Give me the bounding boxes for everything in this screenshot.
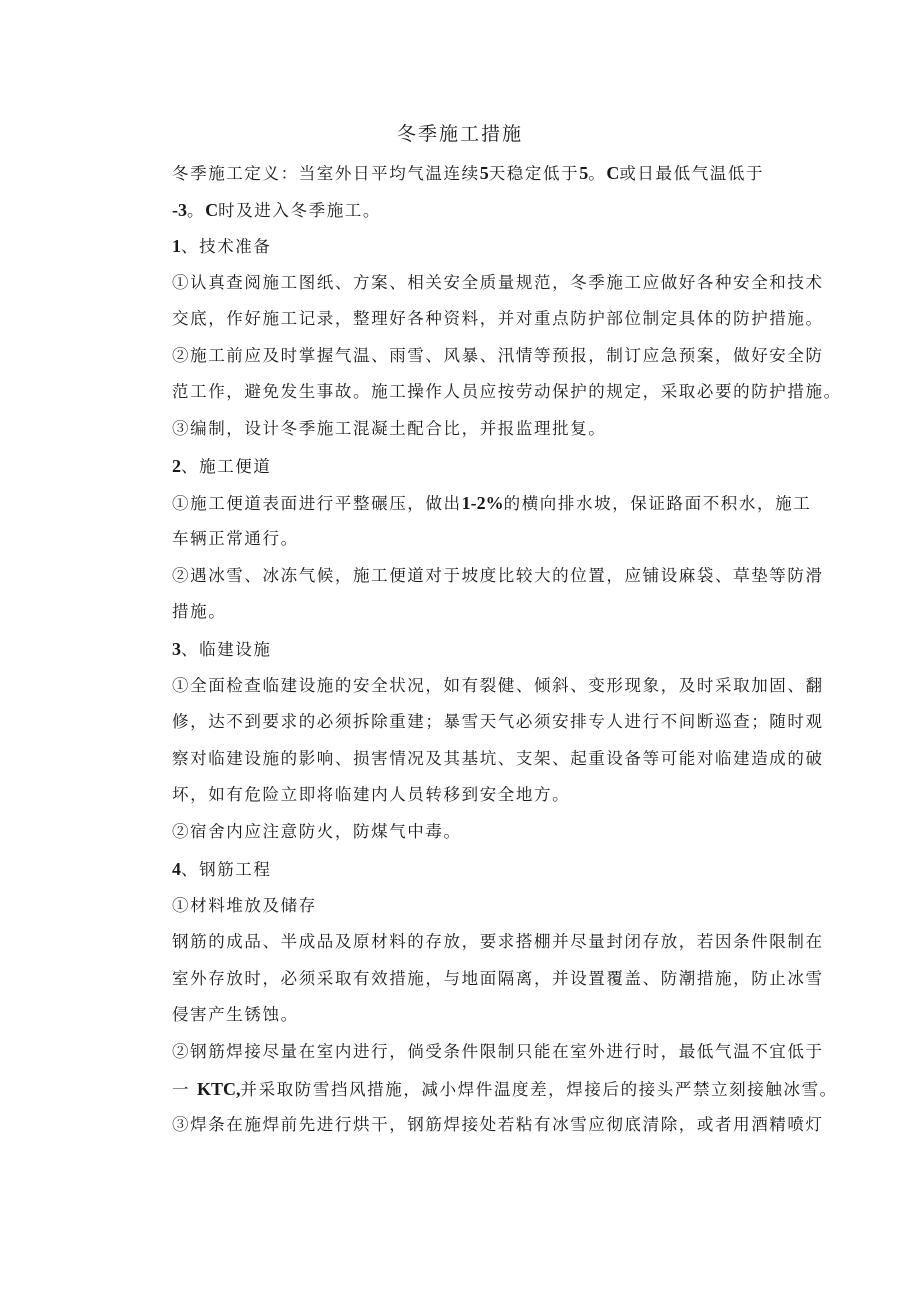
section-2-heading	[172, 454, 272, 479]
degree-mark: 。	[187, 201, 206, 220]
section-2-para-1-line-2: 车辆正常通行。	[172, 529, 299, 548]
section-1-para-1-line-2: 交底，作好施工记录，整理好各种资料，并对重点防护部位制定具体的防护措施。	[172, 309, 824, 328]
text-span: 冬季施工定义：当室外日平均气温连续	[172, 164, 480, 183]
temperature-value: KTC,	[196, 1079, 241, 1099]
number-5: 5	[479, 163, 489, 183]
celsius-unit: C	[205, 200, 219, 220]
slope-percentage: 1-2%	[461, 493, 504, 513]
number-minus-3: -3	[172, 200, 187, 220]
number-5: 5	[579, 163, 589, 183]
section-4-subheading-1: ①材料堆放及储存	[172, 896, 317, 915]
section-3-para-1-line-1: ①全面检查临建设施的安全状况，如有裂健、倾斜、变形现象，及时采取加固、翻	[172, 676, 824, 695]
section-number: 1	[172, 236, 181, 256]
text-span: ①施工便道表面进行平整碾压，做出	[172, 494, 462, 513]
section-number: 2	[172, 456, 181, 476]
section-title: 、临建设施	[181, 640, 272, 659]
text-span: 天稳定低于	[488, 164, 580, 183]
text-span: 时及进入冬季施工。	[218, 201, 382, 220]
section-1-para-2-line-1: ②施工前应及时掌握气温、雨雪、风暴、汛情等预报，制订应急预案，做好安全防	[172, 346, 824, 365]
section-1-para-2-line-2: 范工作，避免发生事故。施工操作人员应按劳动保护的规定，采取必要的防护措施。	[172, 382, 842, 401]
section-title: 、技术准备	[181, 237, 272, 256]
section-4-para-2-line-1: ②钢筋焊接尽量在室内进行，倘受条件限制只能在室外进行时，最低气温不宜低于	[172, 1042, 824, 1061]
section-number: 3	[172, 639, 181, 659]
section-2-para-2-line-2: 措施。	[172, 602, 227, 621]
section-title: 、钢筋工程	[181, 860, 272, 879]
section-1-para-1-line-1: ①认真查阅施工图纸、方案、相关安全质量规范，冬季施工应做好各种安全和技术	[172, 273, 824, 292]
dash-mark: 一	[172, 1080, 191, 1099]
celsius-unit: C	[606, 163, 620, 183]
section-3-para-1-line-4: 坏，如有危险立即将临建内人员转移到安全地方。	[172, 785, 571, 804]
section-3-para-1-line-2: 修，达不到要求的必须拆除重建；暴雪天气必须安排专人进行不间断巡查；随时观	[172, 712, 824, 731]
section-4-para-1-line-1: 钢筋的成品、半成品及原材料的存放，要求搭棚并尽量封闭存放，若因条件限制在	[172, 932, 824, 951]
section-1-heading	[172, 234, 272, 259]
section-4-para-1-line-2: 室外存放时，必须采取有效措施，与地面隔离，并设置覆盖、防潮措施，防止冰雪	[172, 969, 824, 988]
text-span: 并采取防雪挡风措施，减小焊件温度差，焊接后的接头严禁立刻接触冰雪。	[240, 1080, 838, 1099]
section-4-para-2-line-2	[172, 1077, 838, 1102]
section-number: 4	[172, 859, 181, 879]
section-2-para-1-line-1	[172, 491, 811, 516]
degree-mark: 。	[588, 164, 607, 183]
section-3-para-2-line-1: ②宿舍内应注意防火，防煤气中毒。	[172, 822, 462, 841]
section-title: 、施工便道	[181, 457, 272, 476]
section-1-para-3-line-1: ③编制，设计冬季施工混凝土配合比，并报监理批复。	[172, 419, 607, 438]
section-2-para-2-line-1: ②遇冰雪、冰冻气候，施工便道对于坡度比较大的位置，应铺设麻袋、草垫等防滑	[172, 566, 824, 585]
definition-line-1	[172, 161, 764, 186]
text-span: 的横向排水坡，保证路面不积水，施工	[503, 494, 812, 513]
section-3-heading	[172, 637, 272, 662]
definition-line-2	[172, 198, 381, 223]
text-span: 或日最低气温低于	[619, 164, 765, 183]
section-4-heading	[172, 857, 272, 882]
section-4-para-3-line-1: ③焊条在施焊前先进行烘干，钢筋焊接处若粘有冰雪应彻底清除，或者用酒精喷灯	[172, 1115, 824, 1134]
document-title: 冬季施工措施	[396, 123, 523, 145]
section-4-para-1-line-3: 侵害产生锈蚀。	[172, 1005, 299, 1024]
section-3-para-1-line-3: 察对临建设施的影响、损害情况及其基坑、支架、起重设备等可能对临建造成的破	[172, 749, 824, 768]
